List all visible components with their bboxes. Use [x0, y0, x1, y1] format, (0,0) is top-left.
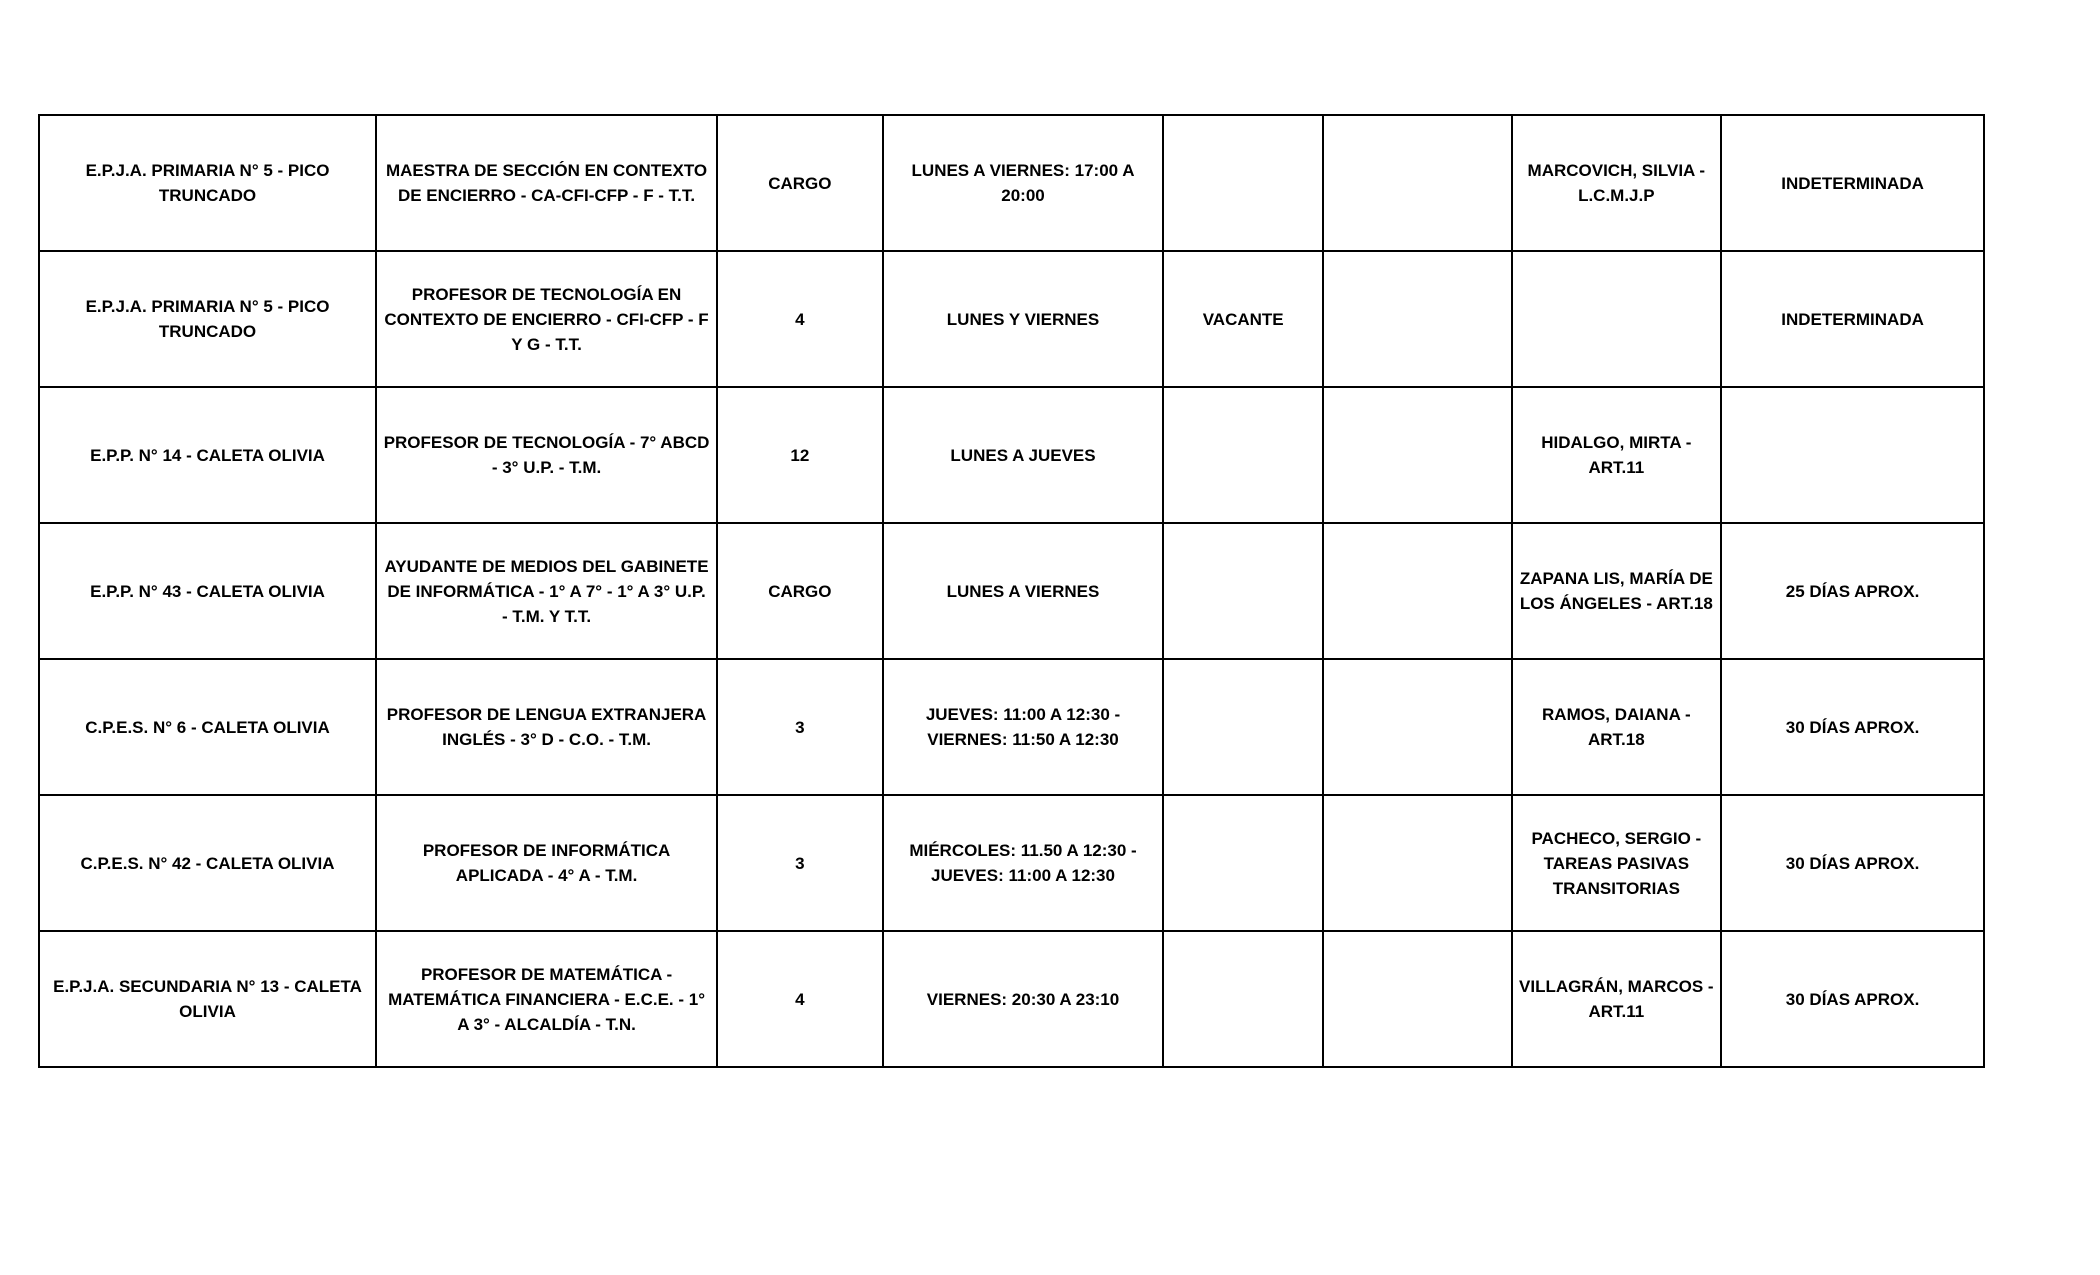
table-row: [39, 251, 1984, 387]
cell-schedule: LUNES A JUEVES: [883, 387, 1164, 523]
cell-duration: 25 DÍAS APROX.: [1721, 523, 1984, 659]
cell-hours: 4: [717, 251, 883, 387]
cell-position: PROFESOR DE MATEMÁTICA - MATEMÁTICA FINANCIERA - E.C.E. - 1° A 3° - ALCALDÍA - T.N.: [376, 931, 717, 1067]
cell-empty: [1323, 115, 1512, 251]
cell-school: C.P.E.S. N° 42 - CALETA OLIVIA: [39, 795, 376, 931]
cell-schedule: LUNES A VIERNES: 17:00 A 20:00: [883, 115, 1164, 251]
cell-duration: [1721, 387, 1984, 523]
cell-empty: [1323, 523, 1512, 659]
cell-teacher: RAMOS, DAIANA - ART.18: [1512, 659, 1722, 795]
cell-duration: INDETERMINADA: [1721, 115, 1984, 251]
cell-position: PROFESOR DE TECNOLOGÍA - 7° ABCD - 3° U.P. - T.M.: [376, 387, 717, 523]
cell-status: [1163, 115, 1322, 251]
cell-hours: 12: [717, 387, 883, 523]
cell-duration: INDETERMINADA: [1721, 251, 1984, 387]
cell-status: [1163, 795, 1322, 931]
cell-hours: 3: [717, 659, 883, 795]
cell-status: [1163, 523, 1322, 659]
cell-hours: 4: [717, 931, 883, 1067]
cell-duration: 30 DÍAS APROX.: [1721, 931, 1984, 1067]
cell-teacher: ZAPANA LIS, MARÍA DE LOS ÁNGELES - ART.18: [1512, 523, 1722, 659]
cell-status: VACANTE: [1163, 251, 1322, 387]
cell-school: E.P.J.A. PRIMARIA N° 5 - PICO TRUNCADO: [39, 251, 376, 387]
cell-position: PROFESOR DE TECNOLOGÍA EN CONTEXTO DE ENCIERRO - CFI-CFP - F Y G - T.T.: [376, 251, 717, 387]
cell-school: E.P.J.A. PRIMARIA N° 5 - PICO TRUNCADO: [39, 115, 376, 251]
cell-teacher: HIDALGO, MIRTA - ART.11: [1512, 387, 1722, 523]
cell-school: E.P.J.A. SECUNDARIA N° 13 - CALETA OLIVIA: [39, 931, 376, 1067]
cell-position: MAESTRA DE SECCIÓN EN CONTEXTO DE ENCIERRO - CA-CFI-CFP - F - T.T.: [376, 115, 717, 251]
cell-status: [1163, 387, 1322, 523]
cell-duration: 30 DÍAS APROX.: [1721, 795, 1984, 931]
cell-empty: [1323, 931, 1512, 1067]
table-row: [39, 387, 1984, 523]
cell-position: AYUDANTE DE MEDIOS DEL GABINETE DE INFORMÁTICA - 1° A 7° - 1° A 3° U.P. - T.M. Y T.T.: [376, 523, 717, 659]
cell-teacher: PACHECO, SERGIO - TAREAS PASIVAS TRANSITORIAS: [1512, 795, 1722, 931]
cell-position: PROFESOR DE INFORMÁTICA APLICADA - 4° A - T.M.: [376, 795, 717, 931]
cell-empty: [1323, 387, 1512, 523]
table-row: [39, 931, 1984, 1067]
cell-schedule: VIERNES: 20:30 A 23:10: [883, 931, 1164, 1067]
cell-schedule: LUNES Y VIERNES: [883, 251, 1164, 387]
cell-status: [1163, 659, 1322, 795]
cell-teacher: VILLAGRÁN, MARCOS - ART.11: [1512, 931, 1722, 1067]
table-row: [39, 115, 1984, 251]
table-row: [39, 795, 1984, 931]
table-row: [39, 659, 1984, 795]
cell-schedule: MIÉRCOLES: 11.50 A 12:30 - JUEVES: 11:00 A 12:30: [883, 795, 1164, 931]
cell-schedule: JUEVES: 11:00 A 12:30 - VIERNES: 11:50 A 12:30: [883, 659, 1164, 795]
cell-school: E.P.P. N° 43 - CALETA OLIVIA: [39, 523, 376, 659]
cell-hours: CARGO: [717, 523, 883, 659]
cell-teacher: MARCOVICH, SILVIA - L.C.M.J.P: [1512, 115, 1722, 251]
cell-status: [1163, 931, 1322, 1067]
cell-schedule: LUNES A VIERNES: [883, 523, 1164, 659]
cell-school: E.P.P. N° 14 - CALETA OLIVIA: [39, 387, 376, 523]
vacancy-table: [38, 114, 1985, 1068]
cell-hours: CARGO: [717, 115, 883, 251]
cell-teacher: [1512, 251, 1722, 387]
cell-empty: [1323, 251, 1512, 387]
cell-position: PROFESOR DE LENGUA EXTRANJERA INGLÉS - 3° D - C.O. - T.M.: [376, 659, 717, 795]
table-row: [39, 523, 1984, 659]
cell-school: C.P.E.S. N° 6 - CALETA OLIVIA: [39, 659, 376, 795]
cell-empty: [1323, 795, 1512, 931]
cell-empty: [1323, 659, 1512, 795]
cell-duration: 30 DÍAS APROX.: [1721, 659, 1984, 795]
cell-hours: 3: [717, 795, 883, 931]
